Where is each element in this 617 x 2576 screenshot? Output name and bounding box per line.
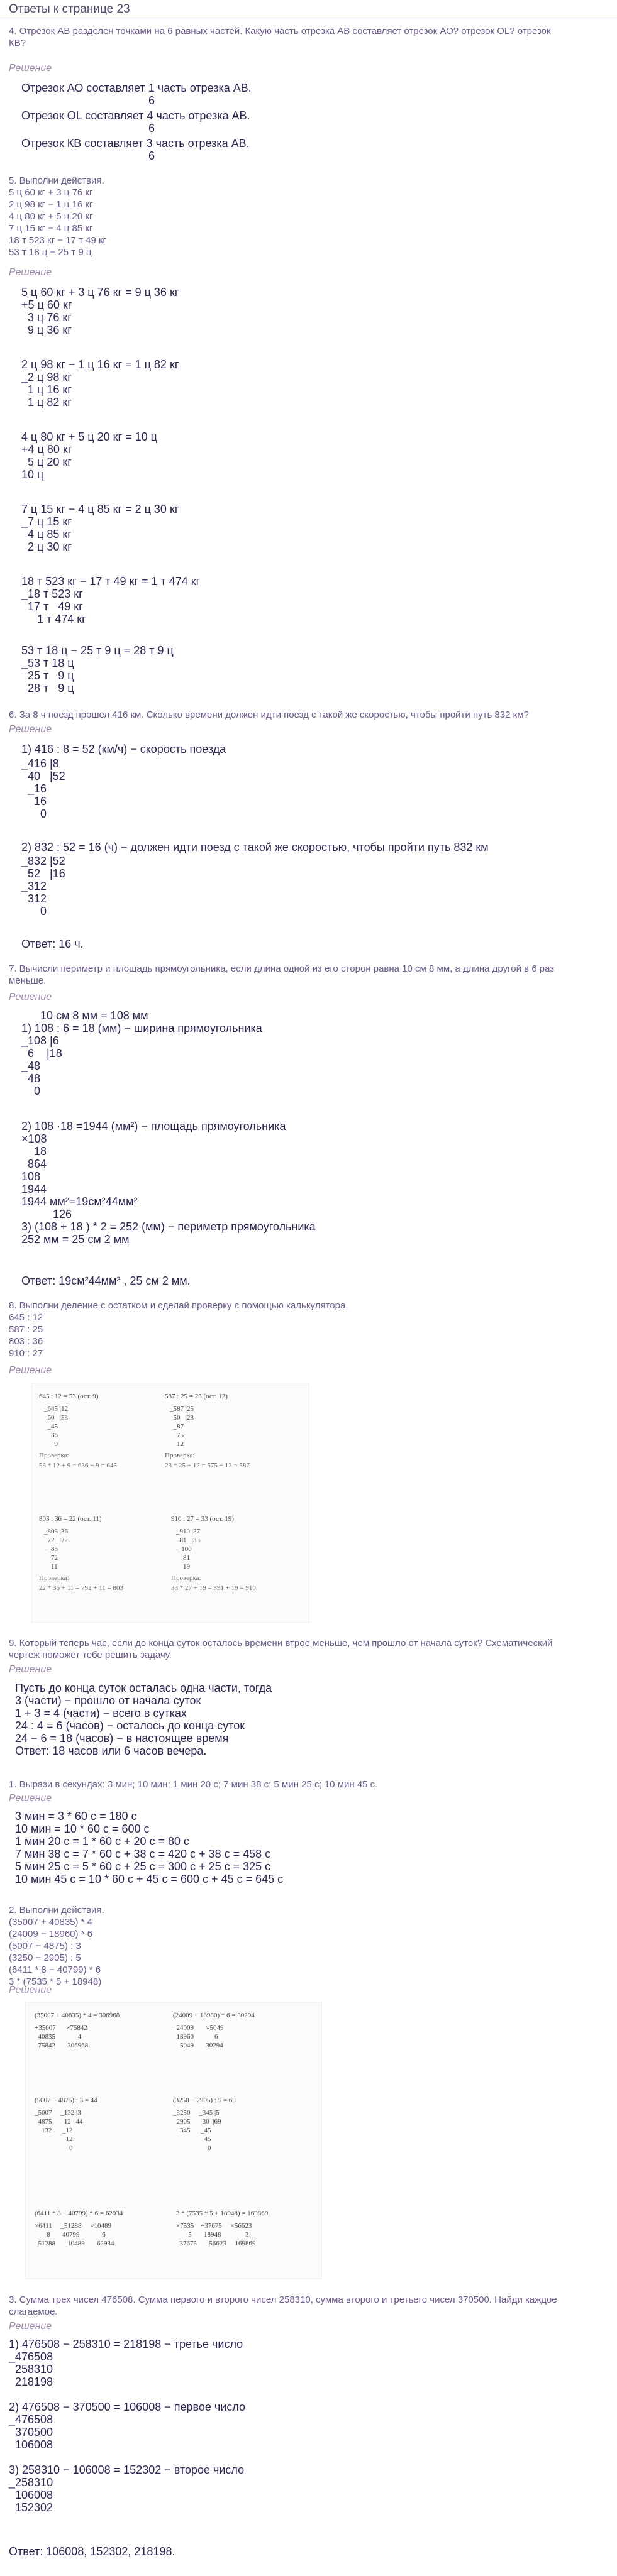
q6-step-2: 2) 832 : 52 = 16 (ч) − должен идти поезд с такой же скоростью, чтобы пройти путь 832 км <box>21 841 489 853</box>
question-3: 3. Сумма трех чисел 476508. Сумма первого и второго чисел 258310, сумма второго и третьего чисел 370500. Найди каждое слагаемое. <box>9 2294 557 2317</box>
q8-a-check-label: Проверка: <box>39 1452 69 1459</box>
q8-b-body: _587 |25 50 |23 _87 75 12 <box>170 1405 194 1448</box>
q8-d-check: 33 * 27 + 19 = 891 + 19 = 910 <box>171 1584 256 1592</box>
q8-d-check-label: Проверка: <box>171 1574 201 1582</box>
q4-denom-1: 6 <box>148 94 155 107</box>
q8-b-check: 23 * 25 + 12 = 575 + 12 = 587 <box>165 1462 250 1469</box>
q2-c-body: _5007 _132 |3 4875 12 |44 132 _12 12 0 <box>35 2109 83 2152</box>
question-2: 2. Выполни действия. (35007 + 40835) * 4 (24009 − 18960) * 6 (5007 − 4875) : 3 (3250 − 2905) : 5 (6411 * 8 − 40799) * 6 3 * (7535 * 5 + 18948) <box>9 1905 104 1987</box>
q7-step-1: 10 см 8 мм = 108 мм 1) 108 : 6 = 18 (мм) − ширина прямоугольника _108 |6 6 |18 _48 48 0 <box>21 1009 262 1097</box>
q2-f-title: 3 * (7535 * 5 + 18948) = 169869 <box>176 2210 269 2217</box>
q2-d-title: (3250 − 2905) : 5 = 69 <box>173 2096 236 2104</box>
question-9: 9. Который теперь час, если до конца суток осталось времени втрое меньше, чем прошло от начала суток? Схематический чертеж поможет тебе решить задачу. <box>9 1638 553 1660</box>
q5-block-1: 5 ц 60 кг + 3 ц 76 кг = 9 ц 36 кг +5 ц 60 кг 3 ц 76 кг 9 ц 36 кг <box>21 286 179 336</box>
question-4: 4. Отрезок АВ разделен точками на 6 равных частей. Какую часть отрезка АВ составляет отрезок АО? отрезок OL? отрезок КВ? <box>9 26 551 48</box>
q3-step-1: 1) 476508 − 258310 = 218198 − третье число _476508 258310 218198 <box>9 2338 243 2388</box>
q4-denom-2: 6 <box>148 122 155 134</box>
solution-label-2: Решение <box>9 1985 52 1995</box>
solution-label-9: Решение <box>9 1664 52 1675</box>
question-6: 6. За 8 ч поезд прошел 416 км. Сколько времени должен идти поезд с такой же скоростью, чтобы пройти путь 832 км? <box>9 710 529 720</box>
q4-line-3: Отрезок КВ составляет 3 часть отрезка АВ. <box>21 137 250 150</box>
q6-division-2: _832 |52 52 |16 _312 312 0 <box>21 855 65 918</box>
q8-a-title: 645 : 12 = 53 (ост. 9) <box>39 1393 99 1400</box>
q4-line-1: Отрезок АО составляет 1 часть отрезка АВ. <box>21 82 252 94</box>
q5-block-3: 4 ц 80 кг + 5 ц 20 кг = 10 ц +4 ц 80 кг 5 ц 20 кг 10 ц <box>21 430 157 481</box>
q2-b-body: _24009 ×5049 18960 6 5049 30294 <box>173 2024 224 2049</box>
q3-step-3: 3) 258310 − 106008 = 152302 − второе число _258310 106008 152302 <box>9 2464 245 2514</box>
q8-c-check: 22 * 36 + 11 = 792 + 11 = 803 <box>39 1584 123 1592</box>
q2-e-title: (6411 * 8 − 40799) * 6 = 62934 <box>35 2210 123 2217</box>
q6-answer: Ответ: 16 ч. <box>21 938 84 950</box>
q8-a-check: 53 * 12 + 9 = 636 + 9 = 645 <box>39 1462 117 1469</box>
q2-b-title: (24009 − 18960) * 6 = 30294 <box>173 2012 255 2019</box>
q7-answer: Ответ: 19см²44мм² , 25 см 2 мм. <box>21 1274 191 1287</box>
question-7: 7. Вычисли периметр и площадь прямоугольника, если длина одной из его сторон равна 10 см 8 мм, а длина другой в 6 раз меньше. <box>9 963 555 986</box>
q8-d-body: _910 |27 81 |33 _100 81 19 <box>176 1528 200 1570</box>
solution-label-4: Решение <box>9 63 52 74</box>
q5-block-4: 7 ц 15 кг − 4 ц 85 кг = 2 ц 30 кг _7 ц 15 кг 4 ц 85 кг 2 ц 30 кг <box>21 503 179 553</box>
q6-division-1: _416 |8 40 |52 _16 16 0 <box>21 757 65 820</box>
question-8: 8. Выполни деление с остатком и сделай проверку с помощью калькулятора. 645 : 12 587 : 25 803 : 36 910 : 27 <box>9 1300 348 1359</box>
solution-label-3: Решение <box>9 2321 52 2332</box>
q8-a-body: _645 |12 60 |53 _45 36 9 <box>44 1405 68 1448</box>
solution-label-7: Решение <box>9 992 52 1002</box>
solution-label-6: Решение <box>9 724 52 735</box>
page-title: Ответы к странице 23 <box>9 3 130 16</box>
q8-c-check-label: Проверка: <box>39 1574 69 1582</box>
q2-a-body: +35007 ×75842 40835 4 75842 306968 <box>35 2024 89 2049</box>
q8-d-title: 910 : 27 = 33 (ост. 19) <box>171 1515 234 1523</box>
q3-answer: Ответ: 106008, 152302, 218198. <box>9 2545 175 2558</box>
q7-steps-2-3: 2) 108 ·18 =1944 (мм²) − площадь прямоугольника ×108 18 864 108 1944 1944 мм²=19см²44мм² 126 3) (108 + 18 ) * 2 = 252 (мм) − периметр прямоугольника 252 мм = 25 см 2 мм <box>21 1120 316 1246</box>
q2-d-body: _3250 _345 |5 2905 30 |69 345 _45 45 0 <box>173 2109 221 2152</box>
q5-block-2: 2 ц 98 кг − 1 ц 16 кг = 1 ц 82 кг _2 ц 98 кг 1 ц 16 кг 1 ц 82 кг <box>21 358 179 408</box>
solution-label-8: Решение <box>9 1365 52 1376</box>
solution-label-1: Решение <box>9 1793 52 1804</box>
question-5: 5. Выполни действия. 5 ц 60 кг + 3 ц 76 кг 2 ц 98 кг − 1 ц 16 кг 4 ц 80 кг + 5 ц 20 кг 7 ц 15 кг − 4 ц 85 кг 18 т 523 кг − 17 т 49 кг 53 т 18 ц − 25 т 9 ц <box>9 175 106 258</box>
solution-label-5: Решение <box>9 267 52 278</box>
q4-line-2: Отрезок OL составляет 4 часть отрезка АВ. <box>21 109 250 122</box>
q3-step-2: 2) 476508 − 370500 = 106008 − первое число _476508 370500 106008 <box>9 2401 246 2451</box>
q2-c-title: (5007 − 4875) : 3 = 44 <box>35 2096 97 2104</box>
q9-solution: Пусть до конца суток осталась одна части, тогда 3 (части) − прошло от начала суток 1 + 3 = 4 (части) − всего в сутках 24 : 4 = 6 (часов) − осталось до конца суток 24 − 6 = 18 (часов) − в настоящее время Ответ: 18 часов или 6 часов вечера. <box>15 1682 272 1757</box>
q2-a-title: (35007 + 40835) * 4 = 306968 <box>35 2012 120 2019</box>
q1-solution: 3 мин = 3 * 60 с = 180 с 10 мин = 10 * 60 с = 600 с 1 мин 20 с = 1 * 60 с + 20 с = 80 с 7 мин 38 с = 7 * 60 с + 38 с = 420 с + 38 с = 458 с 5 мин 25 с = 5 * 60 с + 25 с = 300 с + 25 с = 325 с 10 мин 45 с = 10 * 60 с + 45 с = 600 с + 45 с = 645 с <box>15 1810 284 1885</box>
q5-block-6: 53 т 18 ц − 25 т 9 ц = 28 т 9 ц _53 т 18 ц 25 т 9 ц 28 т 9 ц <box>21 644 174 694</box>
q2-e-body: ×6411 _51288 ×10489 8 40799 6 51288 10489 62934 <box>35 2222 114 2247</box>
q5-block-5: 18 т 523 кг − 17 т 49 кг = 1 т 474 кг _18 т 523 кг 17 т 49 кг 1 т 474 кг <box>21 575 201 625</box>
q4-denom-3: 6 <box>148 150 155 162</box>
q8-c-title: 803 : 36 = 22 (ост. 11) <box>39 1515 102 1523</box>
q6-step-1: 1) 416 : 8 = 52 (км/ч) − скорость поезда <box>21 743 226 755</box>
question-1: 1. Вырази в секундах: 3 мин; 10 мин; 1 мин 20 с; 7 мин 38 с; 5 мин 25 с; 10 мин 45 с. <box>9 1779 378 1790</box>
q8-b-check-label: Проверка: <box>165 1452 195 1459</box>
q8-c-body: _803 |36 72 |22 _83 72 11 <box>44 1528 68 1570</box>
q2-f-body: ×7535 +37675 ×56623 5 18948 3 37675 56623 169869 <box>176 2222 256 2247</box>
q8-b-title: 587 : 25 = 23 (ост. 12) <box>165 1393 228 1400</box>
